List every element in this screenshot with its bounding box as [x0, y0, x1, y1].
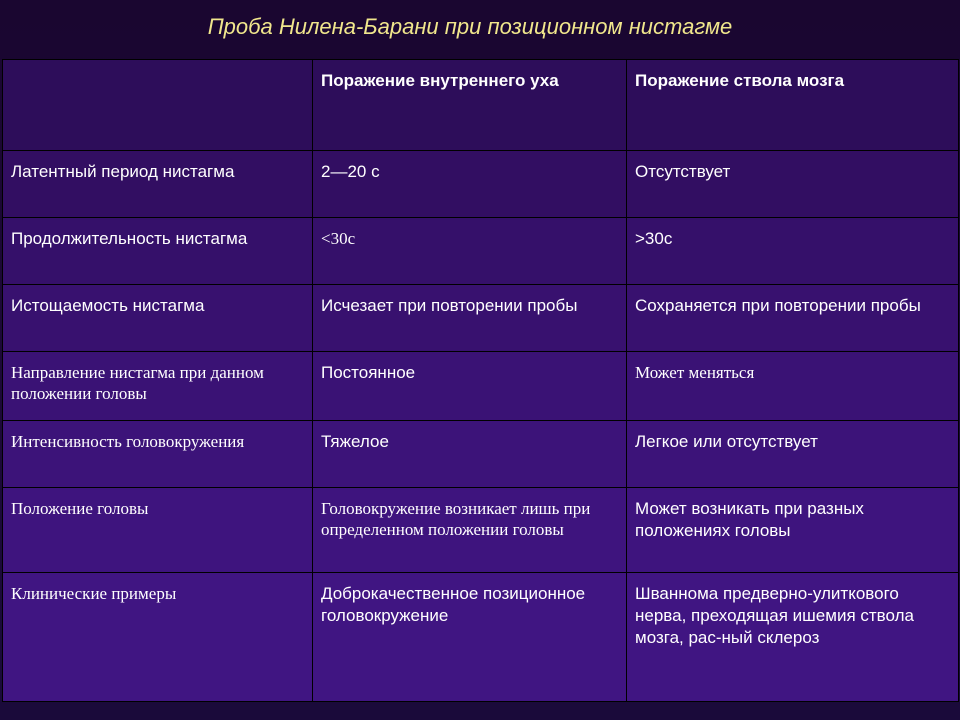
table-row	[3, 218, 959, 285]
brainstem-cell: >30с	[627, 218, 959, 285]
inner-ear-cell: 2—20 с	[313, 151, 627, 218]
row-label: Латентный период нистагма	[3, 151, 313, 218]
table-row	[3, 352, 959, 421]
row-label: Клинические примеры	[3, 573, 313, 702]
row-label: Продолжительность нистагма	[3, 218, 313, 285]
comparison-table	[2, 59, 959, 702]
brainstem-cell: Может возникать при разных положениях головы	[627, 488, 959, 573]
header-brainstem: Поражение ствола мозга	[627, 60, 959, 151]
inner-ear-cell: Постоянное	[313, 352, 627, 421]
brainstem-cell: Сохраняется при повторении пробы	[627, 285, 959, 352]
inner-ear-cell: Исчезает при повторении пробы	[313, 285, 627, 352]
brainstem-cell: Может меняться	[627, 352, 959, 421]
inner-ear-cell: Тяжелое	[313, 421, 627, 488]
header-inner-ear: Поражение внутреннего уха	[313, 60, 627, 151]
row-label: Направление нистагма при данном положении головы	[3, 352, 313, 421]
inner-ear-cell: Головокружение возникает лишь при определенном положении головы	[313, 488, 627, 573]
row-label: Истощаемость нистагма	[3, 285, 313, 352]
brainstem-cell: Шваннома предверно-улиткового нерва, преходящая ишемия ствола мозга, рас-ный склероз	[627, 573, 959, 702]
row-label: Положение головы	[3, 488, 313, 573]
table-row	[3, 421, 959, 488]
table-row	[3, 488, 959, 573]
inner-ear-cell: <30с	[313, 218, 627, 285]
inner-ear-cell: Доброкачественное позиционное головокружение	[313, 573, 627, 702]
table-row	[3, 285, 959, 352]
table-header-row	[3, 60, 959, 151]
brainstem-cell: Отсутствует	[627, 151, 959, 218]
table-row	[3, 573, 959, 702]
header-empty-cell	[3, 60, 313, 151]
brainstem-cell: Легкое или отсутствует	[627, 421, 959, 488]
row-label: Интенсивность головокружения	[3, 421, 313, 488]
slide-title: Проба Нилена-Барани при позиционном нистагме	[207, 14, 733, 39]
table-row	[3, 151, 959, 218]
